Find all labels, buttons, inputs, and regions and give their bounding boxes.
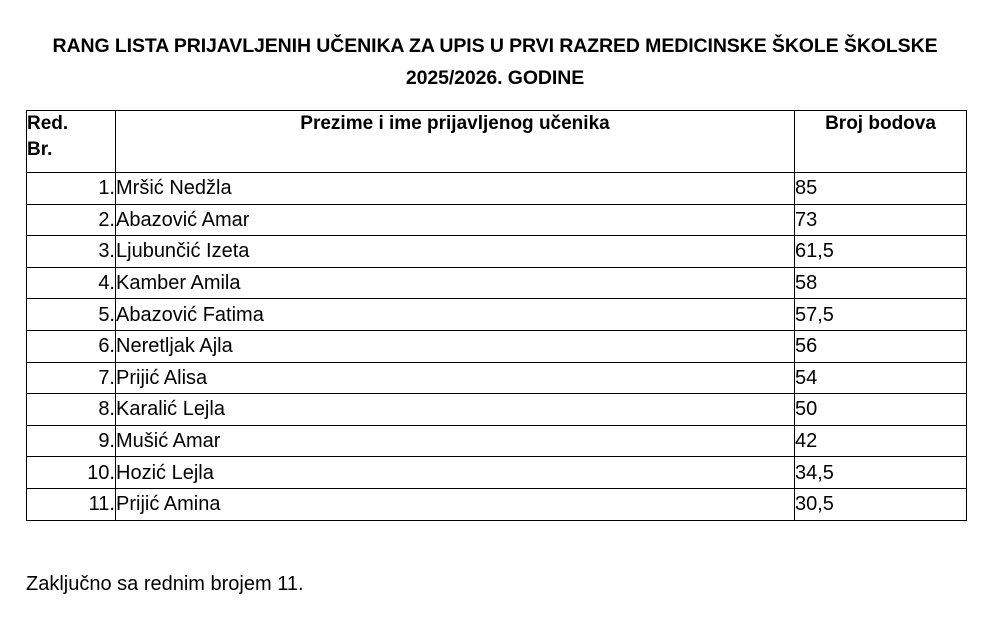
points-cell: 61,5 (795, 236, 967, 268)
student-name-cell: Hozić Lejla (116, 457, 795, 489)
rank-number-cell: 8. (27, 394, 116, 426)
header-rank-number (27, 111, 116, 173)
table-row (27, 362, 967, 394)
table-row (27, 236, 967, 268)
title-line-1: RANG LISTA PRIJAVLJENIH UČENIKA ZA UPIS U PRVI RAZRED MEDICINSKE ŠKOLE ŠKOLSKE (52, 35, 938, 57)
document-title (0, 30, 990, 94)
rank-number-cell: 11. (27, 488, 116, 520)
student-name-cell: Mršić Nedžla (116, 173, 795, 205)
rank-number-cell: 10. (27, 457, 116, 489)
table-row (27, 267, 967, 299)
header-student-name: Prezime i ime prijavljenog učenika (116, 111, 795, 173)
table-row (27, 330, 967, 362)
student-name-cell: Neretljak Ajla (116, 330, 795, 362)
table-header-row (27, 111, 967, 173)
points-cell: 57,5 (795, 299, 967, 331)
header-rank-line-1: Red. (27, 113, 69, 134)
header-rank-line-2: Br. (27, 139, 53, 160)
title-line-2: 2025/2026. GODINE (405, 67, 585, 89)
table-row (27, 488, 967, 520)
table-row (27, 173, 967, 205)
header-points: Broj bodova (795, 111, 967, 173)
table-row (27, 425, 967, 457)
student-name-cell: Abazović Amar (116, 204, 795, 236)
student-name-cell: Ljubunčić Izeta (116, 236, 795, 268)
points-cell: 54 (795, 362, 967, 394)
points-cell: 50 (795, 394, 967, 426)
points-cell: 85 (795, 173, 967, 205)
student-name-cell: Mušić Amar (116, 425, 795, 457)
points-cell: 30,5 (795, 488, 967, 520)
points-cell: 42 (795, 425, 967, 457)
points-cell: 56 (795, 330, 967, 362)
rank-number-cell: 3. (27, 236, 116, 268)
student-name-cell: Abazović Fatima (116, 299, 795, 331)
points-cell: 73 (795, 204, 967, 236)
rank-number-cell: 4. (27, 267, 116, 299)
student-name-cell: Karalić Lejla (116, 394, 795, 426)
student-name-cell: Prijić Alisa (116, 362, 795, 394)
table-row (27, 299, 967, 331)
table-row (27, 394, 967, 426)
rank-number-cell: 6. (27, 330, 116, 362)
points-cell: 58 (795, 267, 967, 299)
rank-number-cell: 7. (27, 362, 116, 394)
table-row (27, 457, 967, 489)
rank-number-cell: 5. (27, 299, 116, 331)
points-cell: 34,5 (795, 457, 967, 489)
ranking-table (26, 110, 967, 521)
footer-note: Zaključno sa rednim brojem 11. (26, 573, 304, 595)
student-name-cell: Prijić Amina (116, 488, 795, 520)
table-row (27, 204, 967, 236)
rank-number-cell: 9. (27, 425, 116, 457)
student-name-cell: Kamber Amila (116, 267, 795, 299)
rank-number-cell: 2. (27, 204, 116, 236)
rank-number-cell: 1. (27, 173, 116, 205)
table-body (27, 173, 967, 521)
